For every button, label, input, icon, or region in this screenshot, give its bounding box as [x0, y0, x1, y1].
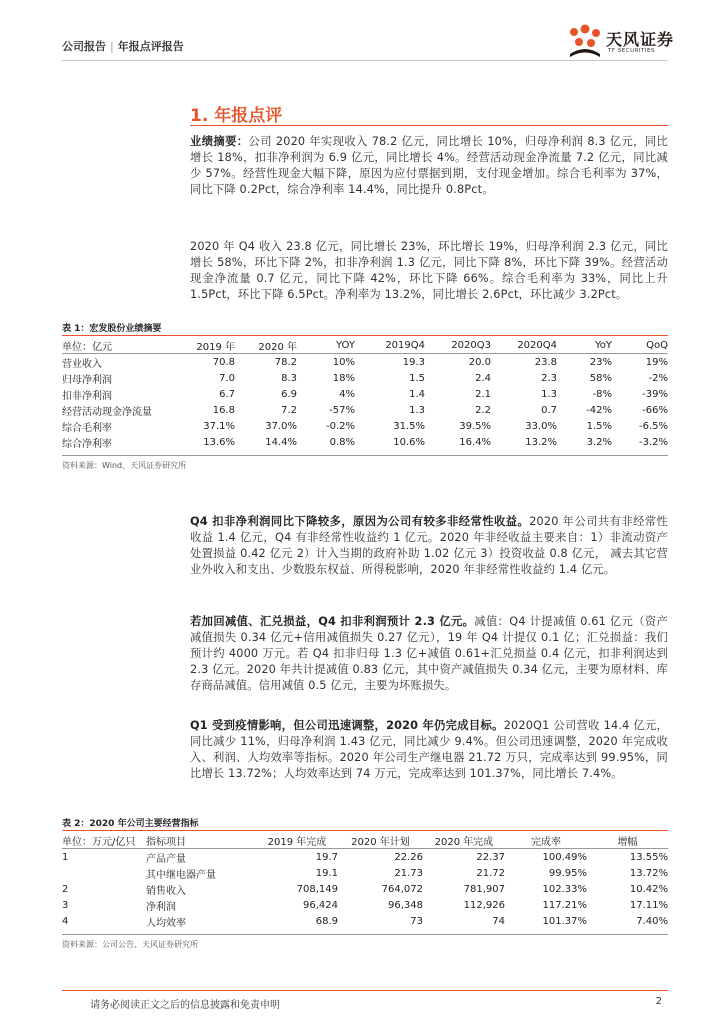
paragraph-body: 减值：Q4 计提减值 0.61 亿元（资产减值损失 0.34 亿元+信用减值损失 0.27 亿元），19 年 Q4 计提仅 0.1 亿；汇兑损益：我们预计约 4000 万元。若 Q4 扣非归母 1.3 亿+减值 0.61+汇兑损益 0.4 亿元，扣非利润达到 2.3 亿元。2020 年共计提减值 0.83 亿元，其中资产减值损失 0.34 亿元，主要为原材料、库存商品减值。信用减值 0.5 亿元，主要为坏账损失。	[190, 615, 668, 692]
table-cell: 10.42%	[629, 883, 668, 895]
table-cell: 营业收入	[62, 358, 102, 370]
table-cell: -3.2%	[638, 436, 668, 448]
table-cell: 7.2	[281, 404, 297, 416]
table-row	[62, 897, 668, 913]
table-row	[62, 434, 668, 450]
table-cell: 6.9	[281, 388, 297, 400]
table-cell: 20.0	[468, 356, 491, 368]
table-cell: 6.7	[219, 388, 235, 400]
paragraph-body: 2020 年 Q4 收入 23.8 亿元，同比增长 23%，环比增长 19%，归母净利润 2.3 亿元，同比增长 58%，环比下降 2%，扣非净利润 1.3 亿元，同比下降 8%，环比下降 39%。经营活动现金净流量 0.7 亿元，同比下降 42%，环比下降 66%。综合毛利率为 33%，同比上升 1.5Pct，环比下降 6.5Pct。净利率为 13.2%，同比增长 2.6Pct，环比减少 3.2Pct。	[190, 240, 668, 301]
table-cell: 14.4%	[265, 436, 297, 448]
column-header: 完成率	[505, 832, 587, 849]
table-cell: 3.2%	[586, 436, 612, 448]
table-row	[62, 881, 668, 897]
table2-caption: 表 2：2020 年公司主要经营指标	[62, 819, 199, 829]
table-cell: 3	[62, 899, 69, 911]
table1-bottom-rule	[62, 455, 668, 456]
header-divider	[62, 60, 668, 61]
logo-chinese-name: 天风证券	[606, 30, 675, 49]
table-cell: 2.1	[475, 388, 491, 400]
table-row	[62, 402, 668, 418]
table-cell: 23.8	[534, 356, 557, 368]
report-type-header	[62, 38, 184, 54]
table-cell: 16.4%	[459, 436, 491, 448]
table-row	[62, 386, 668, 402]
table-cell: 22.26	[394, 851, 423, 863]
paragraph-performance-summary	[190, 134, 668, 198]
table1-caption-rule	[62, 335, 668, 336]
table-cell: 其中继电器产量	[146, 869, 216, 881]
table-cell: 73	[410, 915, 423, 927]
table-row	[62, 418, 668, 434]
paragraph-nonrecurring-income	[190, 514, 668, 578]
table-cell: 21.72	[476, 867, 505, 879]
column-header: 增幅	[587, 832, 668, 849]
table-cell: 1.5%	[586, 420, 612, 432]
logo-mark-icon	[566, 24, 604, 60]
table-row	[62, 849, 668, 866]
table-cell: 综合毛利率	[62, 422, 112, 434]
table1-source: 资料来源：Wind、天风证券研究所	[62, 461, 187, 470]
column-header: 2019 年完成	[256, 832, 338, 849]
table-cell: -66%	[642, 404, 668, 416]
table-cell: 4	[62, 915, 69, 927]
paragraph-q1-targets	[190, 718, 668, 782]
column-header: QoQ	[612, 337, 668, 354]
table-cell: 19.7	[315, 851, 338, 863]
table-cell: 70.8	[212, 356, 235, 368]
table-cell: 39.5%	[459, 420, 491, 432]
table-cell: 13.6%	[203, 436, 235, 448]
table-cell: 708,149	[296, 883, 338, 895]
column-header: 2020 年计划	[338, 832, 423, 849]
column-header: 2020 年完成	[423, 832, 505, 849]
table-cell: 0.8%	[329, 436, 355, 448]
logo-english-name: TF SECURITIES	[608, 48, 655, 54]
table-cell: -0.2%	[325, 420, 355, 432]
table-cell: 18%	[332, 372, 355, 384]
table2-caption-rule	[62, 830, 668, 831]
table-cell	[62, 865, 146, 881]
table-cell: 21.73	[394, 867, 423, 879]
table-cell: 781,907	[463, 883, 505, 895]
paragraph-impairment	[190, 614, 668, 694]
paragraph-lead: Q1 受到疫情影响，但公司迅速调整，2020 年仍完成目标。	[190, 719, 504, 732]
table-cell: 2.2	[475, 404, 491, 416]
table-row	[62, 370, 668, 386]
table-cell: 96,424	[303, 899, 338, 911]
paragraph-lead: Q4 扣非净利润同比下降较多，原因为公司有较多非经常性收益。	[190, 515, 530, 528]
report-subtype-label: 年报点评报告	[117, 40, 184, 53]
table-cell: 112,926	[463, 899, 505, 911]
table-cell: 销售收入	[146, 885, 186, 897]
table-cell: 16.8	[212, 404, 235, 416]
table-cell: -6.5%	[638, 420, 668, 432]
company-logo	[566, 24, 676, 60]
paragraph-q4-summary	[190, 239, 668, 303]
report-type-label: 公司报告	[62, 40, 106, 53]
table-cell: 17.11%	[629, 899, 668, 911]
table-cell: 13.55%	[629, 851, 668, 863]
operating-indicators-table	[62, 832, 668, 929]
table-body	[62, 354, 668, 451]
table-cell: 37.1%	[203, 420, 235, 432]
table-cell: 37.0%	[265, 420, 297, 432]
table-cell: 74	[492, 915, 505, 927]
table-cell: 10.6%	[393, 436, 425, 448]
table-cell: 8.3	[281, 372, 297, 384]
table-cell: -57%	[329, 404, 355, 416]
table-cell: -2%	[648, 372, 668, 384]
footer-divider	[62, 990, 668, 991]
table-cell: 经营活动现金净流量	[62, 406, 152, 418]
table-cell: 101.37%	[542, 915, 587, 927]
table-cell: -42%	[586, 404, 612, 416]
table-cell: 产品产量	[146, 853, 186, 865]
column-header: 2020Q4	[491, 337, 557, 354]
paragraph-body: 2020Q1 公司营收 14.4 亿元，同比减少 11%，归母净利润 1.43 亿元，同比减少 9.4%。但公司迅速调整，2020 年完成收入、利润、人均效率等指标。2020 年公司生产继电器 21.72 万只，完成率达到 99.95%，同比增长 13.72%；人均效率达到 74 万元，完成率达到 101.37%，同比增长 7.4%。	[190, 719, 668, 780]
table-cell: 7.40%	[636, 915, 668, 927]
footer-disclaimer: 请务必阅读正文之后的信息披露和免责申明	[90, 1000, 280, 1011]
table2-source: 资料来源：公司公告、天风证券研究所	[62, 940, 198, 949]
table-cell: 22.37	[476, 851, 505, 863]
table-cell: 99.95%	[548, 867, 587, 879]
table-cell: 31.5%	[393, 420, 425, 432]
table-row	[62, 913, 668, 929]
table-cell: 78.2	[274, 356, 297, 368]
paragraph-body: 2020 年公司共有非经常性收益 1.4 亿元，Q4 有非经常性收益约 1 亿元。2020 年非经收益主要来自：1）非流动资产处置损益 0.42 亿元 2）计入当期的政府补助 1.02 亿元 3）投资收益 0.8 亿元， 减去其它营业外收入和支出、少数股东权益、所得税影响，2020 年非经常性收益约 1.4 亿元。	[190, 515, 668, 576]
table-cell: -8%	[592, 388, 612, 400]
table-cell: 13.72%	[629, 867, 668, 879]
table-cell: 23%	[589, 356, 612, 368]
column-header: YoY	[557, 337, 612, 354]
column-header: 单位：万元/亿只	[62, 832, 146, 849]
table-cell: 58%	[589, 372, 612, 384]
table-row	[62, 865, 668, 881]
table-cell: 归母净利润	[62, 374, 112, 386]
table-cell: 人均效率	[146, 917, 186, 929]
table-cell: 1	[62, 851, 69, 863]
column-header: YOY	[297, 337, 355, 354]
table-cell: 19.1	[315, 867, 338, 879]
table-cell: 综合净利率	[62, 438, 112, 450]
column-header: 2020 年	[235, 337, 297, 354]
table1-caption: 表 1：宏发股份业绩摘要	[62, 324, 162, 334]
column-header: 2019 年	[180, 337, 235, 354]
paragraph-lead: 业绩摘要：	[190, 135, 249, 148]
table-cell: 扣非净利润	[62, 390, 112, 402]
column-header: 单位：亿元	[62, 337, 180, 354]
table-row	[62, 354, 668, 371]
table-cell: 10%	[332, 356, 355, 368]
table-cell: 96,348	[388, 899, 423, 911]
paragraph-lead: 若加回减值、汇兑损益，Q4 扣非利润预计 2.3 亿元。	[190, 615, 475, 628]
table-cell: 2.3	[541, 372, 557, 384]
header-separator: |	[110, 40, 114, 53]
section-title: 1. 年报点评	[190, 106, 283, 126]
section-title-underline	[190, 125, 668, 126]
table-cell: 1.3	[541, 388, 557, 400]
table-cell: 102.33%	[542, 883, 587, 895]
table-cell: 100.49%	[542, 851, 587, 863]
table-cell: 1.3	[409, 404, 425, 416]
table-cell: -39%	[642, 388, 668, 400]
table-cell: 68.9	[315, 915, 338, 927]
table-cell: 7.0	[219, 372, 235, 384]
paragraph-body: 公司 2020 年实现收入 78.2 亿元，同比增长 10%，归母净利润 8.3 亿元，同比增长 18%，扣非净利润为 6.9 亿元，同比增长 4%。经营活动现金净流量 7.2 亿元，同比减少 57%。经营性现金大幅下降，原因为应付票据到期，支付现金增加。综合毛利率为 37%，同比下降 0.2Pct，综合净利率 14.4%，同比提升 0.8Pct。	[190, 135, 668, 196]
column-header: 指标项目	[146, 832, 256, 849]
table-cell: 0.7	[541, 404, 557, 416]
table-cell: 2	[62, 883, 69, 895]
table-cell: 764,072	[381, 883, 423, 895]
table-cell: 1.4	[409, 388, 425, 400]
page-number: 2	[655, 996, 662, 1007]
table-header-row	[62, 832, 668, 849]
performance-table	[62, 337, 668, 450]
table-cell: 4%	[339, 388, 355, 400]
table-cell: 净利润	[146, 901, 176, 913]
table-cell: 19.3	[402, 356, 425, 368]
table-cell: 1.5	[409, 372, 425, 384]
table-cell: 33.0%	[525, 420, 557, 432]
table-header-row	[62, 337, 668, 354]
table-cell: 19%	[645, 356, 668, 368]
table2-bottom-rule	[62, 934, 668, 935]
table-cell: 117.21%	[542, 899, 587, 911]
column-header: 2019Q4	[355, 337, 425, 354]
table-cell: 2.4	[475, 372, 491, 384]
column-header: 2020Q3	[425, 337, 491, 354]
table-body	[62, 849, 668, 930]
table-cell: 13.2%	[525, 436, 557, 448]
